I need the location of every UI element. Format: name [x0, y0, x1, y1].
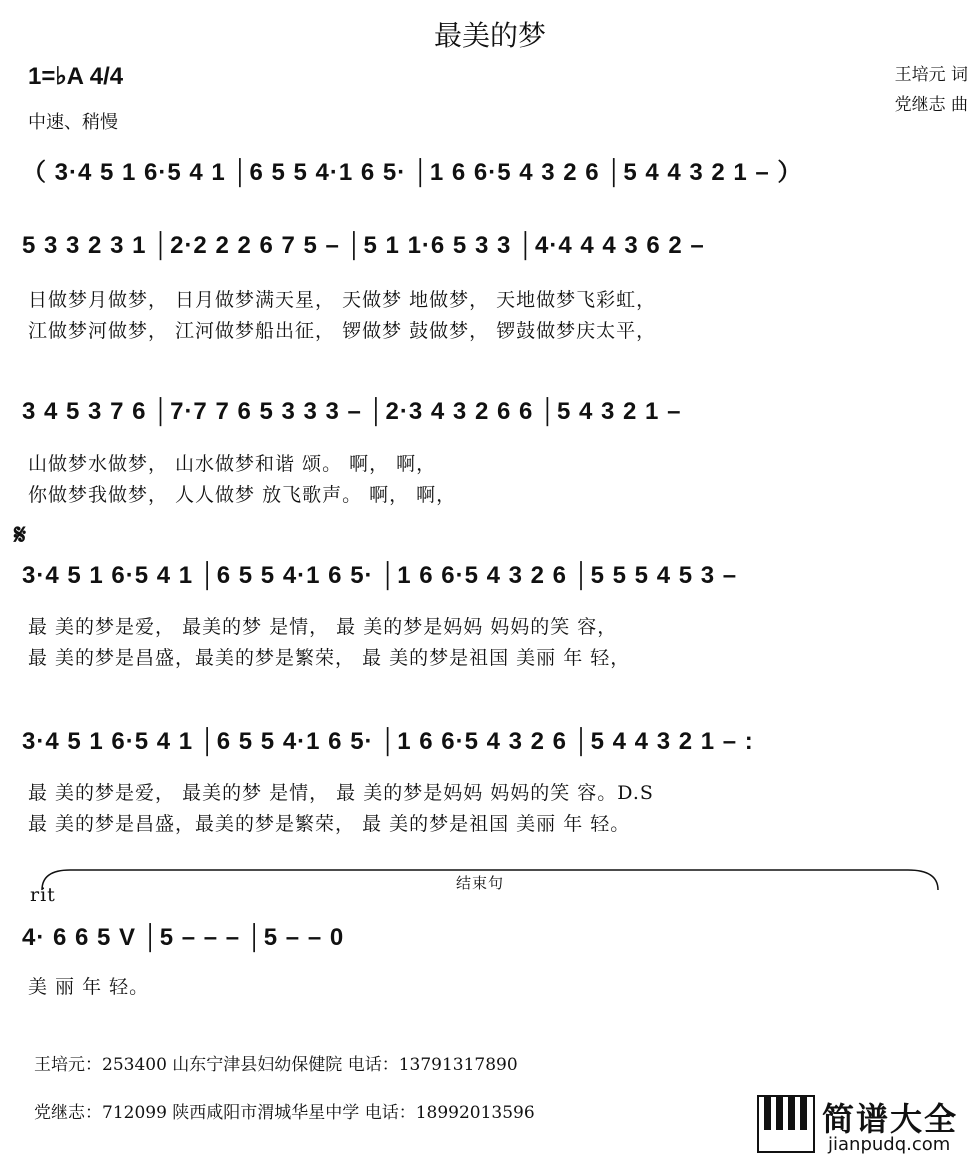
notation-row-3: 3·4 5 1 6·5 4 1 │6 5 5 4·1 6 5· │1 6 6·5 4 3 2 6 │5 5 5 4 5 3 –: [22, 562, 738, 589]
lyrics-row-3-verse-2: 最 美的梦是昌盛，最美的梦是繁荣， 最 美的梦是祖国 美丽 年 轻，: [28, 647, 631, 669]
page-title: 最美的梦: [433, 19, 546, 52]
contact-line-lyricist: 王培元：253400 山东宁津县妇幼保健院 电话：13791317890: [34, 1055, 518, 1075]
lyricist-credit: 王培元 词: [894, 65, 968, 85]
lyrics-row-2-verse-1: 山做梦水做梦， 山水做梦和谐 颂。 啊， 啊，: [28, 453, 437, 475]
notation-row-2: 3 4 5 3 7 6 │7·7 7 6 5 3 3 3 – │2·3 4 3 2 6 6 │5 4 3 2 1 –: [22, 398, 682, 425]
lyrics-row-1-verse-2: 江做梦河做梦， 江河做梦船出征， 锣做梦 鼓做梦， 锣鼓做梦庆太平，: [28, 320, 657, 342]
logo-title: 简谱大全: [822, 1100, 959, 1138]
contact-line-composer: 党继志：712099 陕西咸阳市渭城华星中学 电话：18992013596: [34, 1103, 535, 1123]
piano-keys-icon: [756, 1094, 816, 1154]
lyrics-row-3-verse-1: 最 美的梦是爱， 最美的梦 是情， 最 美的梦是妈妈 妈妈的笑 容，: [28, 616, 618, 638]
lyrics-row-ending: 美 丽 年 轻。: [28, 976, 150, 998]
lyrics-row-4-verse-1: 最 美的梦是爱， 最美的梦 是情， 最 美的梦是妈妈 妈妈的笑 容。D.S: [28, 782, 654, 804]
notation-row-1: 5 3 3 2 3 1 │2·2 2 2 6 7 5 – │5 1 1·6 5 3 3 │4·4 4 4 3 6 2 –: [22, 232, 705, 259]
site-logo: [756, 1094, 976, 1158]
lyrics-row-2-verse-2: 你做梦我做梦， 人人做梦 放飞歌声。 啊， 啊，: [28, 484, 457, 506]
notation-row-4: 3·4 5 1 6·5 4 1 │6 5 5 4·1 6 5· │1 6 6·5 4 3 2 6 │5 4 4 3 2 1 – :: [22, 728, 754, 755]
tempo-marking: 中速、稍慢: [28, 112, 118, 133]
notation-row-intro: （ 3·4 5 1 6·5 4 1 │6 5 5 4·1 6 5· │1 6 6·5 4 3 2 6 │5 4 4 3 2 1 – ）: [22, 159, 803, 186]
key-signature: 1=♭A 4/4: [28, 63, 124, 90]
lyrics-row-4-verse-2: 最 美的梦是昌盛，最美的梦是繁荣， 最 美的梦是祖国 美丽 年 轻。: [28, 813, 631, 835]
ending-bracket: [40, 862, 940, 892]
ending-label: 结束句: [456, 874, 505, 892]
rit-marking: rit: [30, 884, 56, 906]
segno-sign: 𝄋: [14, 518, 27, 551]
notation-row-ending: 4· 6 6 5 V │5 – – – │5 – – 0: [22, 924, 345, 951]
composer-credit: 党继志 曲: [894, 95, 968, 115]
logo-url: jianpudq.com: [828, 1134, 951, 1155]
lyrics-row-1-verse-1: 日做梦月做梦， 日月做梦满天星， 天做梦 地做梦， 天地做梦飞彩虹，: [28, 289, 657, 311]
